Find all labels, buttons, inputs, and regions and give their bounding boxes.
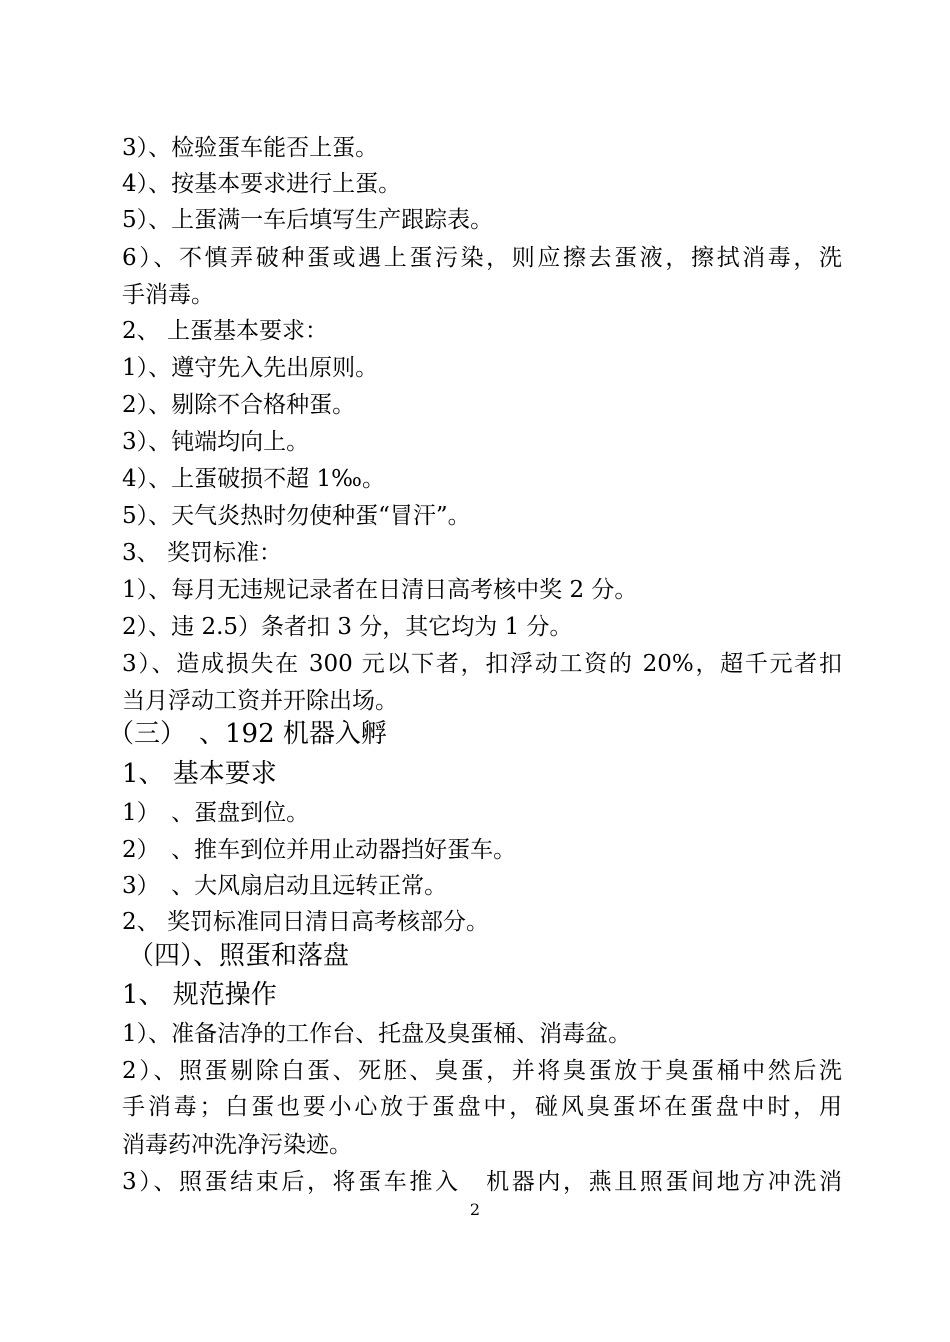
page-number: 2: [469, 1200, 481, 1219]
section-heading: 2、 奖罚标准同日清日高考核部分。: [122, 909, 489, 935]
text-line: 1） 、蛋盘到位。: [122, 800, 310, 826]
text-line: 手消毒。: [122, 282, 214, 308]
text-line: 2） 、推车到位并用止动器挡好蛋车。: [122, 837, 517, 863]
text-line: 3）、检验蛋车能否上蛋。: [122, 135, 379, 161]
text-line: 4）、上蛋破损不超 1‰。: [122, 466, 385, 492]
section-heading: 2、 上蛋基本要求：: [122, 318, 328, 344]
text-line: 消毒药冲洗净污染迹。: [122, 1132, 352, 1158]
text-line: 3）、钝端均向上。: [122, 429, 310, 455]
text-line: 1）、每月无违规记录者在日清日高考核中奖 2 分。: [122, 577, 638, 603]
text-line: 2）、照蛋剔除白蛋、死胚、臭蛋，并将臭蛋放于臭蛋桶中然后洗: [122, 1058, 842, 1084]
text-line: 3）、造成损失在 300 元以下者，扣浮动工资的 20%，超千元者扣: [122, 651, 842, 677]
section-heading: 1、 规范操作: [122, 980, 277, 1010]
section-heading: 1、 基本要求: [122, 759, 277, 789]
text-line: 4）、按基本要求进行上蛋。: [122, 171, 402, 197]
text-line: 1）、遵守先入先出原则。: [122, 355, 379, 381]
text-line: 1）、准备洁净的工作台、托盘及臭蛋桶、消毒盆。: [122, 1021, 632, 1047]
text-line: 5）、上蛋满一车后填写生产跟踪表。: [122, 207, 494, 233]
text-line: 5）、天气炎热时勿使种蛋“冒汗”。: [122, 503, 471, 529]
text-line: 6）、不慎弄破种蛋或遇上蛋污染，则应擦去蛋液，擦拭消毒，洗: [122, 245, 842, 271]
text-line: 2）、违 2.5）条者扣 3 分，其它均为 1 分。: [122, 614, 573, 640]
section-heading: 3、 奖罚标准：: [122, 540, 282, 566]
chapter-heading: （四）、照蛋和落盘: [128, 941, 350, 971]
text-line: 2）、剔除不合格种蛋。: [122, 392, 356, 418]
text-line: 当月浮动工资并开除出场。: [122, 688, 398, 714]
text-line: 手消毒；白蛋也要小心放于蛋盘中，碰风臭蛋坏在蛋盘中时，用: [122, 1094, 842, 1120]
text-line: 3）、照蛋结束后，将蛋车推入 机器内，燕且照蛋间地方冲洗消: [122, 1169, 842, 1195]
text-line: 3） 、大风扇启动且远转正常。: [122, 873, 448, 899]
chapter-heading: （三） 、192 机器入孵: [108, 719, 387, 749]
